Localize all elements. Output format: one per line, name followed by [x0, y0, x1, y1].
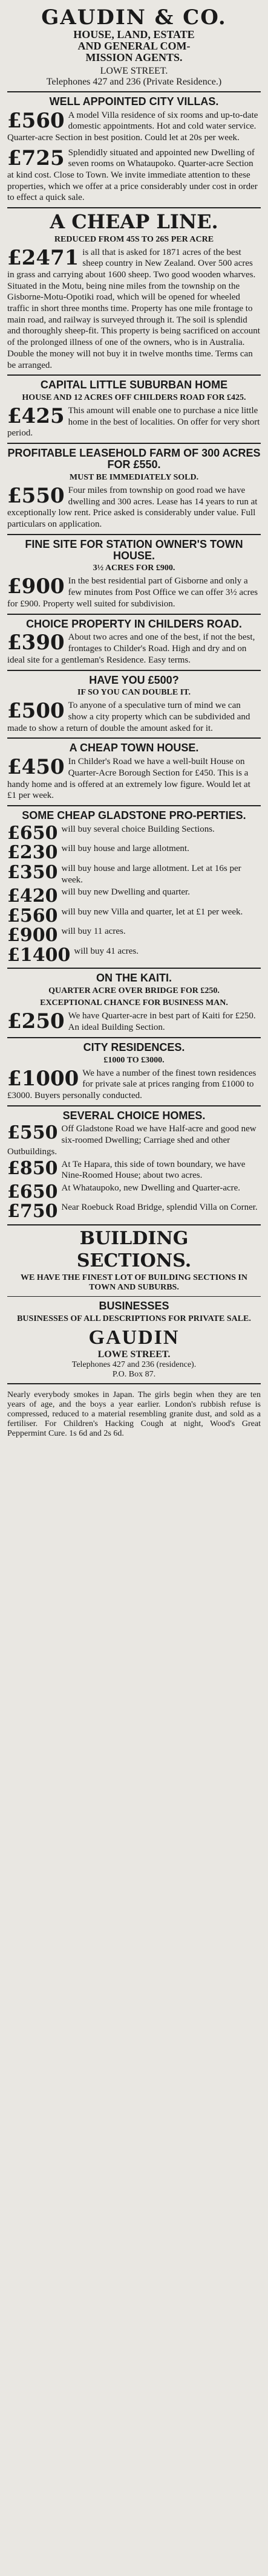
list-item: [7, 863, 261, 885]
firm-telephone-footer: Telephones 427 and 236 (residence).: [71, 1360, 197, 1369]
section-heading: CHOICE PROPERTY IN CHILDERS ROAD.: [26, 617, 242, 630]
section-childers-road: [7, 618, 261, 666]
section-heading: A CHEAP LINE.: [50, 210, 218, 234]
listing-item: [7, 147, 261, 204]
listing-text: We have Quarter-acre in best part of Kaiti for £250. An ideal Building Section.: [68, 1011, 256, 1032]
divider: [7, 968, 261, 969]
section-heading: SEVERAL CHOICE HOMES.: [62, 1109, 206, 1122]
firm-sub-2: AND GENERAL COM-: [77, 39, 191, 52]
column-content: [7, 4, 261, 2510]
firm-telephone: Telephones 427 and 236 (Private Residence.): [46, 76, 222, 87]
divider: [7, 1037, 261, 1038]
listing-text: will buy house and large allotment.: [61, 844, 189, 854]
firm-name: GAUDIN & CO.: [41, 5, 227, 30]
listing-price: £900: [7, 926, 58, 945]
divider: [7, 91, 261, 92]
list-item: [7, 824, 261, 843]
listing-text: In Childer's Road we have a well-built House on Quarter-Acre Borough Section for £450. This is a handy home and is offered at an extremely low figure. Would let at £1 per week.: [7, 757, 250, 801]
listing-text: At Whataupoko, new Dwelling and Quarter-acre.: [61, 1183, 241, 1193]
section-subheading: £1000 TO £3000.: [103, 1055, 165, 1065]
divider: [7, 805, 261, 806]
listing-text: is all that is asked for 1871 acres of the best sheep country in New Zealand. Over 500 acres in grass and carrying about 1600 sheep. Two good wooden wharves. Situated in the Motu, being nine miles from the township on the Gisborne-Motu-Opotiki road, which will be opened for wheeled traffic in short three months time. Property has one mile frontage to main road, and railway is surveyed through it. The soil is splendid and thoroughly sheep-fit. This property is being sacrificed on account of the prolonged illness of one of the owners, who is in Australia. Double the money will not buy it in twelve months time. Terms can be arranged.: [7, 247, 260, 370]
listing-text: This amount will enable one to purchase a nice little home in the best of localities. On offer for very short period.: [7, 406, 260, 438]
firm-sub-3: MISSION AGENTS.: [85, 51, 183, 63]
listing-price: £250: [7, 1010, 65, 1033]
listing-price: £350: [7, 862, 58, 883]
listing-text: will buy several choice Building Sections.: [61, 824, 215, 834]
listing-text: About two acres and one of the best, if not the best, frontages to Childer's Road. High and dry and on ideal site for a gentleman's Residence. Easy terms.: [7, 632, 255, 665]
section-heading: A CHEAP TOWN HOUSE.: [69, 742, 199, 754]
listing-text: will buy 41 acres.: [74, 946, 139, 956]
listing-item: [7, 110, 261, 144]
list-item: [7, 1202, 261, 1221]
section-heading: ON THE KAITI.: [96, 972, 172, 984]
listing-item: [7, 485, 261, 530]
listing-text: Four miles from township on good road we have dwelling and 300 acres. Lease has 14 years to run at exceptionally low rent. Price asked is considerably under value. Full particulars on application.: [7, 485, 258, 530]
listing-text: will buy new Dwelling and quarter.: [61, 887, 190, 898]
list-item: [7, 907, 261, 925]
listing-price: £850: [7, 1158, 58, 1179]
listing-price: £1000: [7, 1067, 79, 1091]
listing-text: will buy 11 acres.: [61, 927, 126, 937]
section-heading: BUILDING: [79, 1227, 189, 1249]
listing-item: [7, 756, 261, 801]
list-item: [7, 843, 261, 862]
list-item: [7, 887, 261, 905]
listing-text: In the best residential part of Gisborne and only a few minutes from Post Office we can offer 3½ acres for £900. Property well suited for subdivision.: [7, 576, 258, 609]
divider: [7, 1105, 261, 1107]
list-item: [7, 1123, 261, 1157]
section-town-house-site: [7, 539, 261, 610]
listing-text: Near Roebuck Road Bridge, splendid Villa on Corner.: [61, 1203, 258, 1213]
listing-item: [7, 700, 261, 734]
section-heading: BUSINESSES: [99, 1299, 169, 1312]
section-kaiti: [7, 972, 261, 1033]
listing-price: £420: [7, 887, 58, 905]
divider: [7, 614, 261, 615]
listing-item: [7, 1010, 261, 1033]
divider: [7, 534, 261, 535]
listing-text: We have a number of the finest town residences for private sale at prices ranging from £1000 to £3000. Buyers personally conducted.: [7, 1068, 257, 1100]
listing-item: [7, 576, 261, 609]
section-subheading: IF SO YOU CAN DOUBLE IT.: [77, 688, 191, 698]
listing-price: £390: [7, 632, 65, 655]
section-businesses: [7, 1300, 261, 1380]
section-subheading-2: EXCEPTIONAL CHANCE FOR BUSINESS MAN.: [40, 998, 228, 1008]
divider: [7, 1224, 261, 1225]
listing-text: To anyone of a speculative turn of mind we can show a city property which can be subdivided and made to show a return of double the amount asked for it.: [7, 701, 250, 733]
section-cheap-town-house: [7, 742, 261, 801]
section-leasehold-farm: [7, 448, 261, 530]
section-gladstone: [7, 810, 261, 964]
listing-price: £750: [7, 1202, 58, 1221]
section-city-villas: [7, 96, 261, 204]
listing-text: Off Gladstone Road we have Half-acre and good new six-roomed Dwelling; Carriage shed and other Outbuildings.: [7, 1124, 257, 1157]
firm-address: LOWE STREET.: [100, 65, 168, 76]
section-heading: HAVE YOU £500?: [89, 673, 179, 686]
list-item: [7, 946, 261, 965]
section-heading-2: SECTIONS.: [76, 1250, 192, 1272]
section-city-residences: [7, 1042, 261, 1102]
section-heading: CITY RESIDENCES.: [83, 1041, 185, 1053]
firm-name-footer: GAUDIN: [88, 1326, 180, 1349]
divider: [7, 1383, 261, 1384]
section-heading: PROFITABLE LEASEHOLD FARM OF 300 ACRES FOR £550.: [7, 447, 261, 471]
section-heading: FINE SITE FOR STATION OWNER'S TOWN HOUSE.: [25, 538, 243, 562]
listing-text: A model Villa residence of six rooms and up-to-date domestic appointments. Hot and cold water service. Quarter-acre Section in best position. Could let at 20s per week.: [7, 110, 258, 143]
divider: [7, 207, 261, 208]
listing-price: £450: [7, 756, 65, 780]
divider: [7, 443, 261, 444]
firm-address-footer: LOWE STREET.: [97, 1349, 171, 1360]
section-subheading: QUARTER ACRE OVER BRIDGE FOR £250.: [48, 986, 220, 996]
section-heading: CAPITAL LITTLE SUBURBAN HOME: [40, 379, 228, 391]
listing-text: will buy house and large allotment. Let at 16s per week.: [61, 863, 241, 885]
section-subheading: WE HAVE THE FINEST LOT OF BUILDING SECTIONS IN TOWN AND SUBURBS.: [20, 1273, 247, 1292]
section-subheading: BUSINESSES OF ALL DESCRIPTIONS FOR PRIVATE SALE.: [17, 1314, 251, 1323]
list-item: [7, 1159, 261, 1181]
divider: [7, 374, 261, 376]
divider: [7, 1296, 261, 1297]
firm-sub-1: HOUSE, LAND, ESTATE: [73, 28, 195, 40]
listing-price: £725: [7, 147, 65, 170]
section-subheading: REDUCED FROM 45S TO 26S PER ACRE: [54, 234, 214, 244]
list-item: [7, 926, 261, 945]
section-several-homes: [7, 1110, 261, 1221]
masthead: [7, 7, 261, 88]
listing-price: £650: [7, 823, 58, 843]
listing-item: [7, 632, 261, 666]
editorial-paragraph: Nearly everybody smokes in Japan. The girls begin when they are ten years of age, and the boys a year earlier. London's rubbish refuse is compressed, reduced to a material resembling granite dust, and sold as a fertiliser. For Children's Hacking Cough at night, Wood's Great Peppermint Cure. 1s 6d and 2s 6d.: [7, 1390, 261, 1439]
listing-price: £500: [7, 700, 65, 724]
listing-price: £900: [7, 576, 65, 599]
listing-item: [7, 405, 261, 439]
listing-price: £550: [7, 1123, 58, 1144]
listing-item: [7, 247, 261, 371]
listing-price: £230: [7, 843, 58, 862]
listing-price: £650: [7, 1182, 58, 1201]
section-heading: WELL APPOINTED CITY VILLAS.: [49, 95, 219, 108]
listing-text: will buy new Villa and quarter, let at £1 per week.: [61, 907, 243, 917]
section-heading: SOME CHEAP GLADSTONE PRO-PERTIES.: [22, 809, 246, 822]
section-cheap-line: [7, 212, 261, 371]
listing-item: [7, 1068, 261, 1102]
listing-price: £2471: [7, 246, 79, 270]
listing-text: Splendidly situated and appointed new Dwelling of seven rooms on Whataupoko. Quarter-acre Section at kind cost. Close to Town. We invite immediate attention to these properties, which we offer at a price considerably under cost in order to effect a quick sale.: [7, 147, 258, 203]
listing-price: £1400: [7, 945, 71, 965]
section-subheading: 3½ ACRES FOR £900.: [93, 564, 175, 573]
listing-price: £560: [7, 906, 58, 925]
listing-text: At Te Hapara, this side of town boundary, we have Nine-Roomed House; about two acres.: [61, 1159, 246, 1181]
section-double-it: [7, 675, 261, 734]
list-item: [7, 1183, 261, 1201]
section-subheading: MUST BE IMMEDIATELY SOLD.: [69, 472, 199, 482]
divider: [7, 670, 261, 671]
listing-price: £560: [7, 109, 65, 133]
section-building-sections: [7, 1229, 261, 1293]
newspaper-column: [7, 0, 261, 2514]
section-suburban-home: [7, 379, 261, 439]
divider: [7, 737, 261, 739]
listing-price: £425: [7, 405, 65, 429]
listing-price: £550: [7, 484, 65, 508]
section-subheading: HOUSE AND 12 ACRES OFF CHILDERS ROAD FOR £425.: [22, 393, 246, 403]
firm-po-box: P.O. Box 87.: [112, 1369, 156, 1379]
